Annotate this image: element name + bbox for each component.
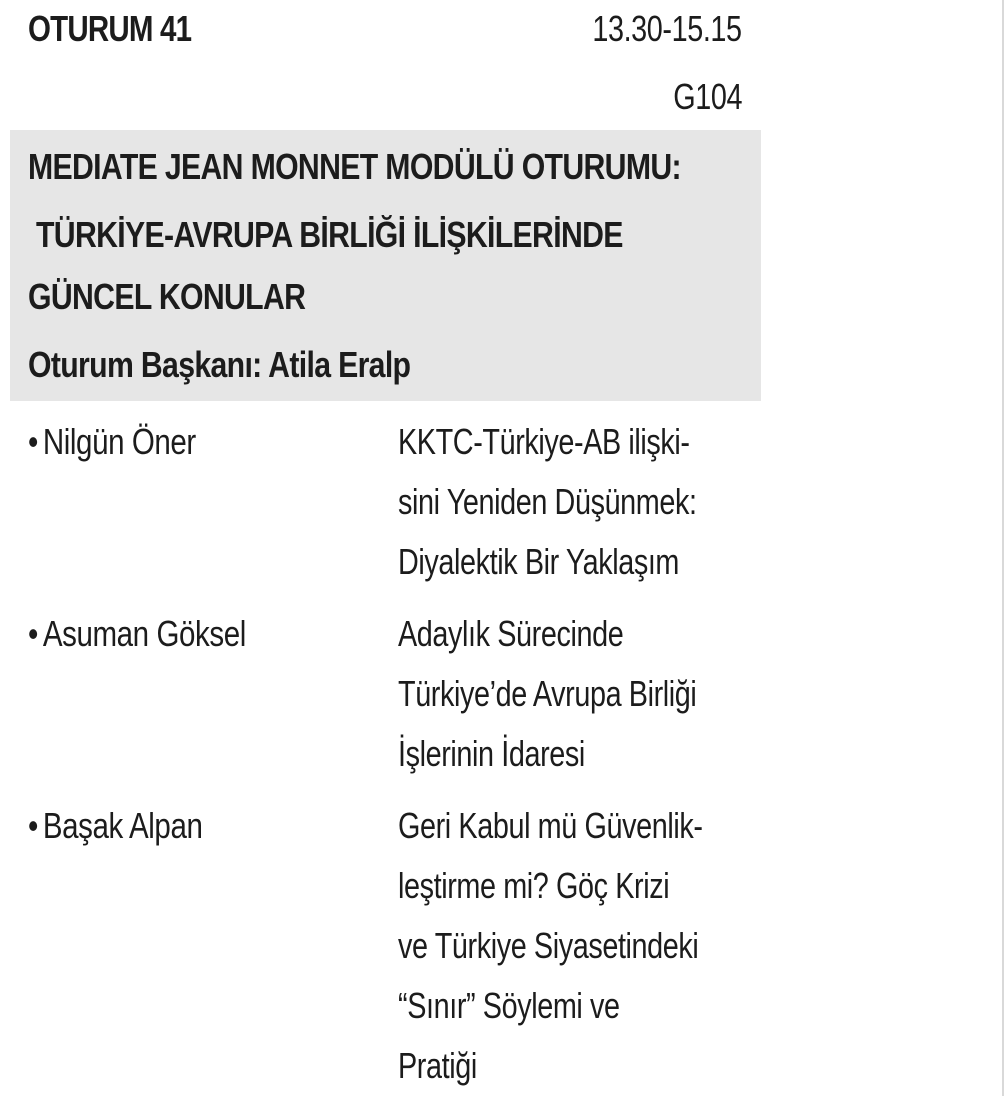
talk-title [398,796,748,1096]
speaker-list [28,412,748,1096]
speaker-name [28,796,331,856]
speaker-name [28,604,331,664]
talk-title-line: Adaylık Sürecinde [398,613,624,654]
talk-title-line: Diyalektik Bir Yaklaşım [398,541,680,582]
speaker-name-text: Başak Alpan [42,805,203,846]
talk-title-line: ve Türkiye Siyasetindeki [398,925,699,966]
talk-title-line: Türkiye’de Avrupa Birliği [398,673,697,714]
speaker-row [28,604,748,784]
session-chair: Oturum Başkanı: Atila Eralp [28,344,411,385]
talk-title-line: Pratiği [398,1045,477,1086]
bullet-icon: • [28,805,38,846]
speaker-name [28,412,331,472]
session-header [28,6,742,54]
talk-title [398,412,748,592]
talk-title-line: leştirme mi? Göç Krizi [398,865,670,906]
bullet-icon: • [28,613,38,654]
talk-title-line: KKTC-Türkiye-AB ilişki- [398,421,690,462]
talk-title-line: İşlerinin İdaresi [398,733,585,774]
session-title-box [10,130,761,401]
bullet-icon: • [28,421,38,462]
talk-title-line: Geri Kabul mü Güvenlik- [398,805,703,846]
speaker-row [28,412,748,592]
session-room: G104 [673,76,742,117]
session-number: OTURUM 41 [28,8,192,49]
talk-title-line: sini Yeniden Düşünmek: [398,481,697,522]
talk-title [398,604,748,784]
session-title-line: GÜNCEL KONULAR [28,276,306,317]
talk-title-line: “Sınır” Söylemi ve [398,985,620,1026]
speaker-name-text: Nilgün Öner [42,421,196,462]
session-title-line: MEDIATE JEAN MONNET MODÜLÜ OTURUMU: [28,146,681,187]
speaker-row [28,796,748,1096]
session-title-line: TÜRKİYE-AVRUPA BİRLİĞİ İLİŞKİLERİNDE [36,214,623,255]
speaker-name-text: Asuman Göksel [42,613,246,654]
session-time: 13.30-15.15 [592,8,742,49]
